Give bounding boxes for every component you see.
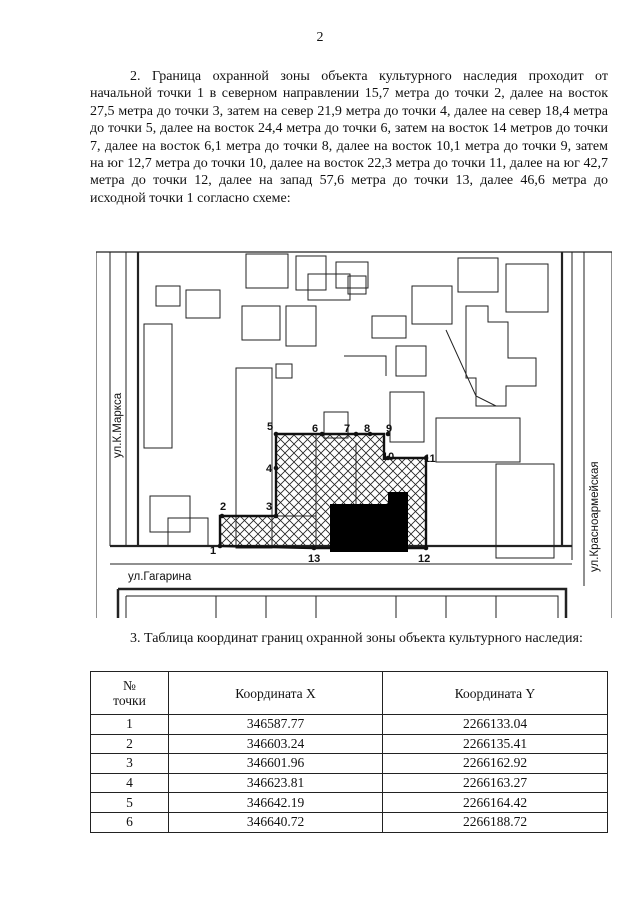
table-row [91, 812, 608, 832]
coordinates-table [90, 671, 608, 833]
cell-coordinate-x: 346601.96 [169, 754, 383, 774]
street-krasnoarmeyskaya: ул.Красноармейская [589, 461, 601, 572]
point-label-12: 12 [418, 553, 431, 565]
section-2-text: 2. Граница охранной зоны объекта культурного наследия проходит от начальной точки 1 в северном направлении 15,7 метра до точки 2, далее на восток 27,5 метра до точки 3, затем на север 21,9 метра до точки 4, далее на север 18,4 метра до точки 5, далее на восток 24,4 метра до точки 6, затем на восток 14 метров до точки 7, далее на восток 6,1 метра до точки 8, далее на восток 10,1 метра до точки 9, затем на юг 12,7 метра до точки 10, далее на восток 22,3 метра до точки 11, далее на юг 42,7 метра до точки 12, далее на запад 57,6 метра до точки 13, далее 46,6 метра до исходной точки 1 согласно схеме: [90, 69, 608, 206]
cell-coordinate-y: 2266135.41 [383, 734, 608, 754]
point-label-8: 8 [364, 423, 371, 435]
point-label-2: 2 [220, 501, 227, 513]
cell-coordinate-y: 2266162.92 [383, 754, 608, 774]
header-point-number [91, 672, 169, 715]
page-number: 2 [316, 30, 324, 45]
header-coordinate-y: Координата Y [383, 672, 608, 715]
cell-point-number: 5 [91, 793, 169, 813]
cell-coordinate-y: 2266188.72 [383, 812, 608, 832]
point-label-7: 7 [344, 423, 351, 435]
cell-coordinate-y: 2266163.27 [383, 773, 608, 793]
table-row [91, 754, 608, 774]
header-num-word: точки [113, 693, 146, 708]
cell-point-number: 3 [91, 754, 169, 774]
point-label-6: 6 [312, 423, 319, 435]
table-row [91, 793, 608, 813]
header-coordinate-x: Координата X [169, 672, 383, 715]
cell-coordinate-x: 346642.19 [169, 793, 383, 813]
point-label-5: 5 [267, 421, 274, 433]
section-3-text: 3. Таблица координат границ охранной зоны объекта культурного наследия: [130, 631, 583, 646]
point-label-3: 3 [266, 501, 273, 513]
point-label-9: 9 [386, 423, 393, 435]
cell-coordinate-y: 2266164.42 [383, 793, 608, 813]
cell-coordinate-x: 346623.81 [169, 773, 383, 793]
table-row [91, 715, 608, 735]
street-gagarina: ул.Гагарина [128, 571, 192, 583]
cell-point-number: 6 [91, 812, 169, 832]
street-k-marksa: ул.К.Маркса [112, 392, 124, 458]
cell-coordinate-x: 346640.72 [169, 812, 383, 832]
cell-coordinate-x: 346603.24 [169, 734, 383, 754]
point-label-13: 13 [308, 553, 321, 565]
point-label-11: 11 [424, 453, 436, 465]
header-num-symbol: № [123, 678, 136, 693]
site-plan-map [96, 246, 612, 618]
point-label-4: 4 [266, 463, 273, 475]
cell-coordinate-x: 346587.77 [169, 715, 383, 735]
table-header-row [91, 672, 608, 715]
table-row [91, 773, 608, 793]
cell-point-number: 4 [91, 773, 169, 793]
point-label-1: 1 [210, 545, 217, 557]
cell-coordinate-y: 2266133.04 [383, 715, 608, 735]
cell-point-number: 1 [91, 715, 169, 735]
table-row [91, 734, 608, 754]
point-label-10: 10 [382, 451, 395, 463]
cell-point-number: 2 [91, 734, 169, 754]
